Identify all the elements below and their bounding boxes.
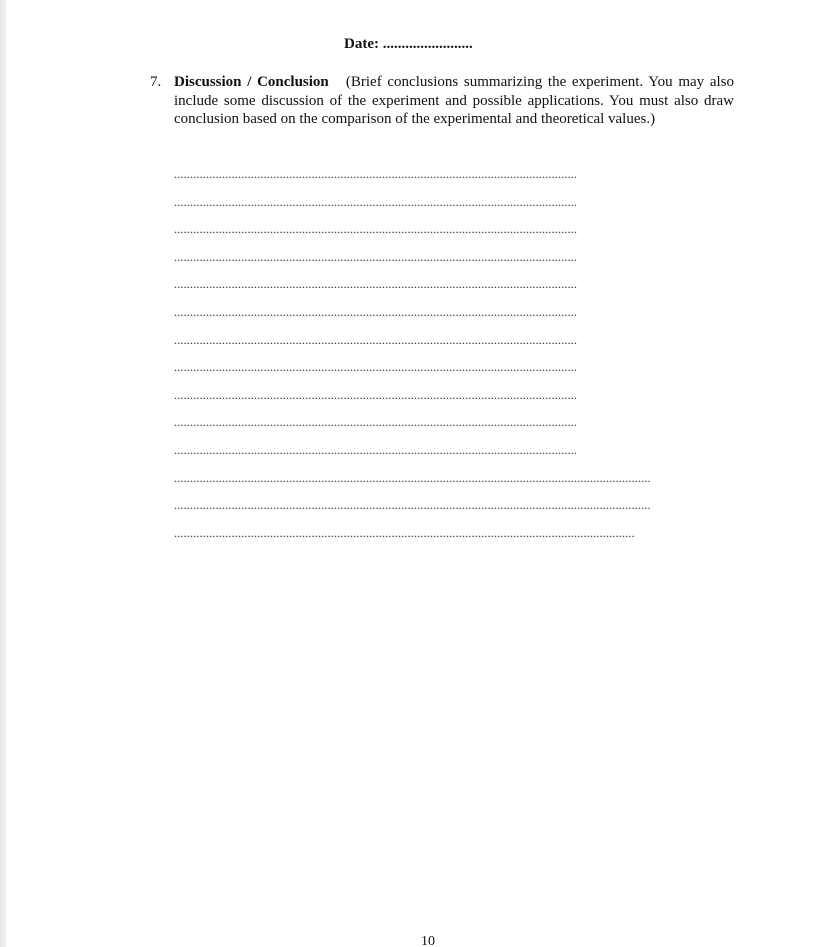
date-label: Date: bbox=[344, 36, 379, 52]
question-number: 7. bbox=[150, 74, 162, 90]
answer-line: .............................................................................................................................. bbox=[174, 223, 578, 237]
answer-line: .............................................................................................................................. bbox=[174, 388, 578, 402]
date-field bbox=[344, 36, 473, 53]
answer-lines bbox=[174, 168, 734, 554]
answer-line: .............................................................................................................................. bbox=[174, 305, 578, 319]
answer-line: .............................................................................................................................. bbox=[174, 361, 578, 375]
answer-line: .............................................................................................................................. bbox=[174, 333, 578, 347]
answer-line: .............................................................................................................................. bbox=[174, 250, 578, 264]
answer-line: ..................................................................................................................................................... bbox=[174, 471, 651, 485]
question-block bbox=[150, 73, 734, 129]
answer-line: .............................................................................................................................. bbox=[174, 278, 578, 292]
page-edge-shadow bbox=[0, 0, 6, 947]
date-blank: ........................ bbox=[382, 36, 473, 52]
answer-line: .............................................................................................................................. bbox=[174, 195, 578, 209]
page-number: 10 bbox=[421, 934, 435, 947]
answer-line: ..................................................................................................................................................... bbox=[174, 499, 651, 513]
answer-line: .............................................................................................................................. bbox=[174, 416, 578, 430]
question-title: Discussion / Conclusion bbox=[174, 74, 329, 90]
answer-line: .............................................................................................................................. bbox=[174, 168, 578, 181]
answer-line: .............................................................................................................................. bbox=[174, 443, 578, 457]
answer-line: ................................................................................................................................................ bbox=[174, 526, 635, 540]
question-instructions: (Brief conclusions summarizing the experiment. You may also include some discussion of the experiment and possible applications. You must also draw conclusion based on the comparison of the experimental and theoretical values.) bbox=[174, 74, 734, 127]
question-body bbox=[174, 73, 734, 129]
